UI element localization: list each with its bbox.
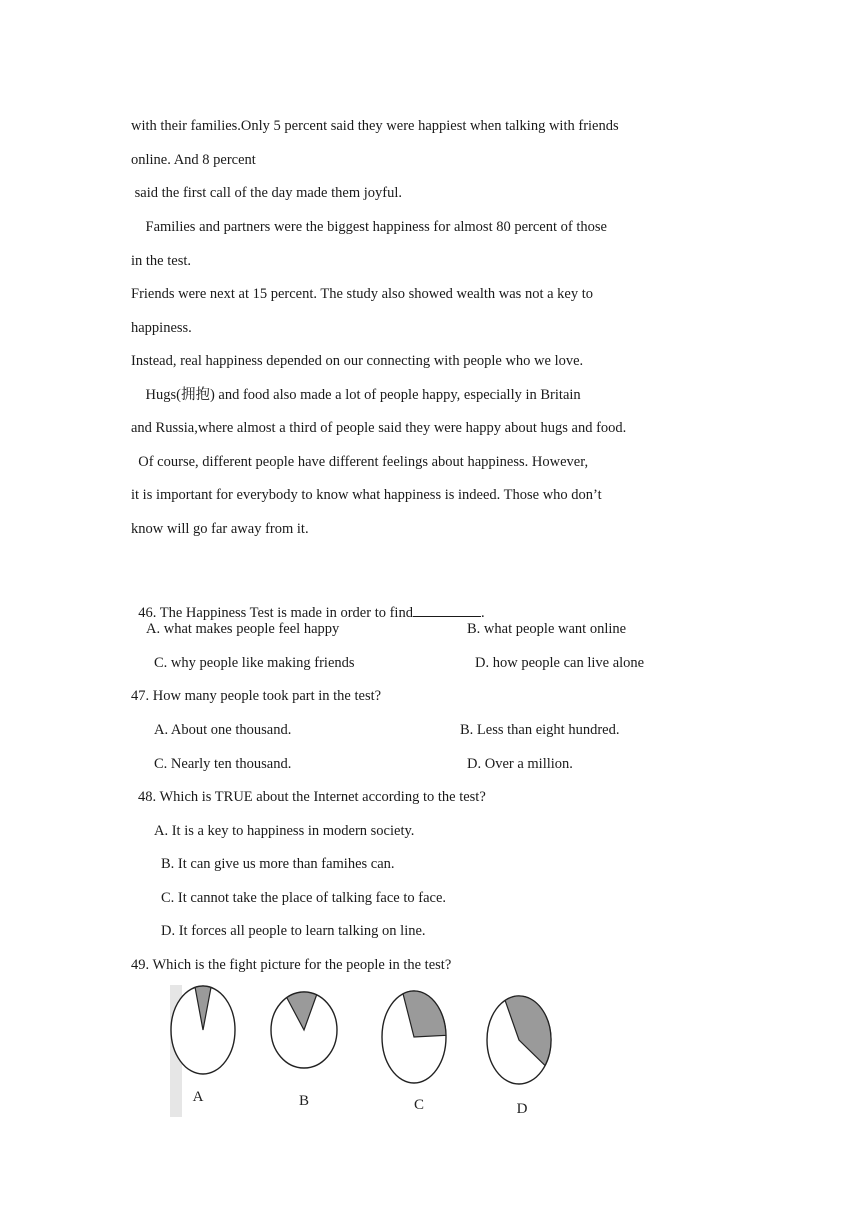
- passage-line-12: it is important for everybody to know what happiness is indeed. Those who don’t: [131, 487, 602, 503]
- passage-line-4: Families and partners were the biggest happiness for almost 80 percent of those: [131, 219, 607, 235]
- passage-line-6: Friends were next at 15 percent. The study also showed wealth was not a key to: [131, 286, 594, 302]
- question-46-option-c: C. why people like making friends: [154, 655, 355, 671]
- question-48-option-b: B. It can give us more than famihes can.: [161, 856, 395, 872]
- answer-blank: [413, 604, 481, 617]
- pie-b-label: B: [298, 1093, 310, 1109]
- question-46-option-d: D. how people can live alone: [475, 655, 645, 671]
- question-47-stem: 47. How many people took part in the test?: [131, 688, 382, 704]
- passage-line-1: with their families.Only 5 percent said they were happiest when talking with friends: [131, 118, 619, 134]
- question-46-stem-text: 46. The Happiness Test is made in order to find: [138, 604, 413, 621]
- passage-line-9: Hugs(拥抱) and food also made a lot of people happy, especially in Britain: [131, 387, 581, 403]
- question-47-option-b: B. Less than eight hundred.: [460, 722, 620, 738]
- question-46-option-b: B. what people want online: [467, 621, 627, 637]
- question-46-option-a: A. what makes people feel happy: [146, 621, 340, 637]
- question-48-stem: 48. Which is TRUE about the Internet according to the test?: [138, 789, 486, 805]
- passage-line-2: online. And 8 percent: [131, 152, 256, 168]
- pie-chart-options: [170, 985, 610, 1117]
- question-46-stem: [131, 589, 485, 620]
- question-48-option-d: D. It forces all people to learn talking on line.: [161, 923, 426, 939]
- question-47-option-d: D. Over a million.: [467, 756, 573, 772]
- passage-line-7: happiness.: [131, 320, 192, 336]
- passage-line-13: know will go far away from it.: [131, 521, 309, 537]
- question-48-option-a: A. It is a key to happiness in modern society.: [154, 823, 415, 839]
- passage-line-3: said the first call of the day made them joyful.: [131, 185, 402, 201]
- pie-c-label: C: [413, 1097, 425, 1113]
- pie-d-label: D: [516, 1101, 528, 1117]
- passage-line-5: in the test.: [131, 253, 192, 269]
- question-49-stem: 49. Which is the fight picture for the people in the test?: [131, 957, 452, 973]
- question-46-stem-end: .: [480, 604, 485, 621]
- passage-line-8: Instead, real happiness depended on our connecting with people who we love.: [131, 353, 584, 369]
- pie-a-label: A: [192, 1089, 204, 1105]
- question-47-option-c: C. Nearly ten thousand.: [154, 756, 292, 772]
- passage-line-10: and Russia,where almost a third of people said they were happy about hugs and food.: [131, 420, 627, 436]
- question-48-option-c: C. It cannot take the place of talking face to face.: [161, 890, 447, 906]
- question-47-option-a: A. About one thousand.: [154, 722, 292, 738]
- passage-line-11: Of course, different people have different feelings about happiness. However,: [131, 454, 589, 470]
